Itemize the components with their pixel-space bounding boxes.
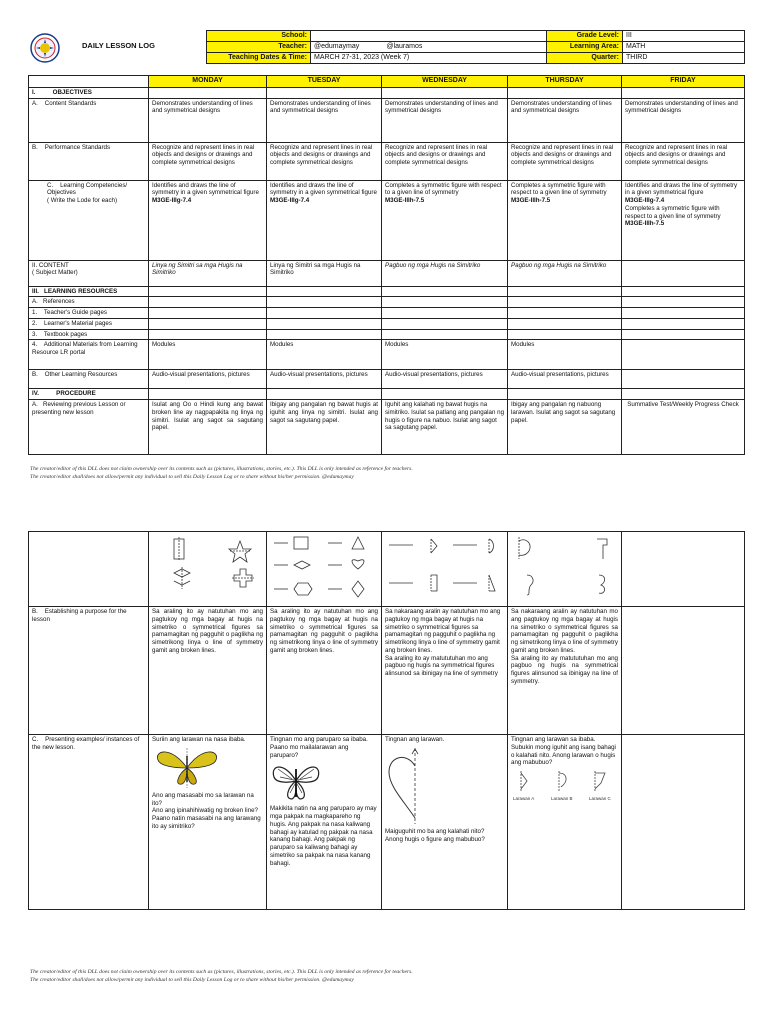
review-figures-tue <box>267 532 382 607</box>
lesson-log-table-part2 <box>28 531 745 910</box>
purpose-label: B. Establishing a purpose for the lesson <box>29 607 149 735</box>
other-wed: Audio-visual presentations, pictures <box>382 370 508 389</box>
review-continued-label <box>29 532 149 607</box>
content-standards-thu: Demonstrates understanding of lines and symmetrical designs <box>508 98 622 142</box>
grade-level-value: III <box>623 31 745 42</box>
disclaimer-bottom: The creator/editor of this DLL does not claim ownership over its contents such as (pictures, illustrations, stories, etc.). This DLL is only intended as reference for teachers. The creator/editor shall/does not allow/permit any individual to sell this Daily Lesson Log or to share without his/her permission. @edumaymay <box>30 969 413 983</box>
quarter-label: Quarter: <box>547 53 623 64</box>
day-thursday: THURSDAY <box>508 76 622 88</box>
purpose-wed: Sa nakaraang aralin ay natutuhan mo ang pagtukoy ng mga bagay at hugis na simetriko o symmetrical figures sa pamamagitan ng pagguhit o paglikha ng simetrikong linya o line of symmetry gamit ang broken lines. Sa araling ito ay matututuhan mo ang pagbuo ng hugis na symmetrical figures alinsunod sa ibinigay na line of symmetry <box>382 607 508 735</box>
additional-wed: Modules <box>382 340 508 370</box>
figure-label-c: Larawan C <box>589 796 611 801</box>
review-tue: Ibigay ang pangalan ng bawat hugis at iguhit ang linya ng simitri. Isulat ang sagot sa sagutang papel. <box>267 400 382 455</box>
competencies-mon: Identifies and draws the line of symmetry in a given symmetrical figure M3GE-IIIg-7.4 <box>149 180 267 260</box>
performance-standards-thu: Recognize and represent lines in real objects and designs or drawings and complete symmetrical designs <box>508 142 622 180</box>
half-figures-abc-image <box>511 769 617 803</box>
learning-resources-heading: III. LEARNING RESOURCES <box>29 286 149 297</box>
review-mon: Isulat ang Oo o Hindi kung ang bawat broken line ay nagpapakita ng linya ng simitri. Isulat ang sagot sa sagutang papel. <box>149 400 267 455</box>
performance-standards-label: B. Performance Standards <box>29 142 149 180</box>
competencies-wed: Completes a symmetric figure with respect to a given line of symmetry M3GE-IIIh-7.5 <box>382 180 508 260</box>
monarch-butterfly-image <box>270 761 322 803</box>
competencies-tue: Identifies and draws the line of symmetry in a given symmetrical figure M3GE-IIIg-7.4 <box>267 180 382 260</box>
yellow-butterfly-image <box>152 746 222 790</box>
references-label: A. References <box>29 297 149 308</box>
disclaimer-top: The creator/editor of this DLL does not claim ownership over its contents such as (pictures, illustrations, stories, etc.). This DLL is only intended as reference for teachers. The creator/editor shall/does not allow/permit any individual to sell this Daily Lesson Log or to share without his/her permission. @edumaymay <box>30 466 413 480</box>
day-wednesday: WEDNESDAY <box>382 76 508 88</box>
review-figures-mon <box>149 532 267 607</box>
content-standards-wed: Demonstrates understanding of lines and symmetrical designs <box>382 98 508 142</box>
other-mon: Audio-visual presentations, pictures <box>149 370 267 389</box>
other-tue: Audio-visual presentations, pictures <box>267 370 382 389</box>
teacher-value: @edumaymay @lauramos <box>311 42 547 53</box>
review-wed: Iguhit ang kalahati ng bawat hugis na simitriko. Isulat sa patlang ang pangalan ng hugis o figure na nabuo. Isulat ang sagot sa sagutang papel. <box>382 400 508 455</box>
lesson-log-table-part1 <box>28 75 745 455</box>
examples-mon: Suriin ang larawan na nasa ibaba. Ano ang masasabi mo sa larawan na ito? Ano ang ipinahihiwatig ng broken line? Paano natin masasabi na ang larawang ito ay simitriko? <box>149 735 267 910</box>
learning-area-label: Learning Area: <box>547 42 623 53</box>
review-figures-wed <box>382 532 508 607</box>
school-value <box>311 31 547 42</box>
performance-standards-mon: Recognize and represent lines in real objects and designs or drawings and complete symmetrical designs <box>149 142 267 180</box>
competencies-thu: Completes a symmetric figure with respect to a given line of symmetry M3GE-IIIh-7.5 <box>508 180 622 260</box>
half-pictures-icon <box>511 535 619 603</box>
examples-wed: Tingnan ang larawan. Maiguguhit mo ba ang kalahati nito? Anong hugis o figure ang mabubuo? <box>382 735 508 910</box>
review-fri: Summative Test/Weekly Progress Check <box>622 400 745 455</box>
content-fri <box>622 260 745 286</box>
additional-fri <box>622 340 745 370</box>
review-figures-thu <box>508 532 622 607</box>
review-figures-fri <box>622 532 745 607</box>
objectives-heading: I. OBJECTIVES <box>29 87 149 98</box>
examples-fri <box>622 735 745 910</box>
figure-label-b: Larawan B <box>551 796 573 801</box>
content-standards-label: A. Content Standards <box>29 98 149 142</box>
content-label: II. CONTENT ( Subject Matter) <box>29 260 149 286</box>
textbook-pages-label: 3. Textbook pages <box>29 329 149 340</box>
shapes-to-name-icon <box>270 535 378 603</box>
day-friday: FRIDAY <box>622 76 745 88</box>
deped-seal-logo <box>30 33 60 63</box>
school-label: School: <box>207 31 311 42</box>
additional-tue: Modules <box>267 340 382 370</box>
review-label: A. Reviewing previous Lesson or presenting new lesson <box>29 400 149 455</box>
teachers-guide-label: 1. Teacher's Guide pages <box>29 308 149 319</box>
teacher-label: Teacher: <box>207 42 311 53</box>
grade-level-label: Grade Level: <box>547 31 623 42</box>
purpose-mon: Sa araling ito ay natutuhan mo ang pagtukoy ng mga bagay at hugis na simetriko o symmetrical figures sa pamamagitan ng pagguhit o paglikha ng simetrikong linya o line of symmetry gamit ang broken lines. <box>149 607 267 735</box>
other-resources-label: B. Other Learning Resources <box>29 370 149 389</box>
purpose-tue: Sa araling ito ay natutuhan mo ang pagtukoy ng mga bagay at hugis na simetriko o symmetrical figures sa pamamagitan ng pagguhit o paglikha ng simetrikong linya o line of symmetry gamit ang broken lines. <box>267 607 382 735</box>
day-monday: MONDAY <box>149 76 267 88</box>
quarter-value: THIRD <box>623 53 745 64</box>
examples-label: C. Presenting examples/ instances of the new lesson. <box>29 735 149 910</box>
figure-label-a: Larawan A <box>513 796 535 801</box>
content-tue: Linya ng Simitri sa mga Hugis na Simitriko <box>267 260 382 286</box>
additional-thu: Modules <box>508 340 622 370</box>
examples-tue: Tingnan mo ang paruparo sa ibaba. Paano mo mailalarawan ang paruparo? Makikita natin na ang paruparo ay may mga pakpak na magkapareho ng hugis. Ang pakpak na nasa kaliwang bahagi ay katulad ng pakpak na nasa kanang bahagi. Ang pakpak ng paruparo sa kaliwang bahagi ay simetriko sa pakpak na nasa kanang bahagi. <box>267 735 382 910</box>
content-standards-fri: Demonstrates understanding of lines and symmetrical designs <box>622 98 745 142</box>
document-title: DAILY LESSON LOG <box>82 41 155 50</box>
teaching-dates-label: Teaching Dates & Time: <box>207 53 311 64</box>
procedure-heading: IV. PROCEDURE <box>29 389 149 400</box>
content-wed: Pagbuo ng mga Hugis na Simitriko <box>382 260 508 286</box>
learners-material-label: 2. Learner's Material pages <box>29 318 149 329</box>
other-fri <box>622 370 745 389</box>
half-shapes-icon <box>385 535 503 603</box>
performance-standards-fri: Recognize and represent lines in real objects and designs or drawings and complete symmetrical designs <box>622 142 745 180</box>
competencies-fri: Identifies and draws the line of symmetry in a given symmetrical figure M3GE-IIIg-7.4 Completes a symmetric figure with respect to a given line of symmetry M3GE-IIIh-7.5 <box>622 180 745 260</box>
competencies-label: C. Learning Competencies/ Objectives ( Write the Lode for each) <box>29 180 149 260</box>
day-tuesday: TUESDAY <box>267 76 382 88</box>
content-standards-mon: Demonstrates understanding of lines and symmetrical designs <box>149 98 267 142</box>
learning-area-value: MATH <box>623 42 745 53</box>
review-thu: Ibigay ang pangalan ng nabuong larawan. Isulat ang sagot sa sagutang papel. <box>508 400 622 455</box>
performance-standards-wed: Recognize and represent lines in real objects and designs or drawings and complete symmetrical designs <box>382 142 508 180</box>
content-standards-tue: Demonstrates understanding of lines and symmetrical designs <box>267 98 382 142</box>
content-thu: Pagbuo ng mga Hugis na Simitriko <box>508 260 622 286</box>
header-info-table <box>206 30 745 64</box>
additional-mon: Modules <box>149 340 267 370</box>
teaching-dates-value: MARCH 27-31, 2023 (Week 7) <box>311 53 547 64</box>
purpose-fri <box>622 607 745 735</box>
half-heart-image <box>385 746 445 826</box>
other-thu: Audio-visual presentations, pictures <box>508 370 622 389</box>
content-mon: Linya ng Simitri sa mga Hugis na Simitriko <box>149 260 267 286</box>
symmetry-shapes-icon <box>152 535 262 603</box>
performance-standards-tue: Recognize and represent lines in real objects and designs or drawings and complete symmetrical designs <box>267 142 382 180</box>
examples-thu: Tingnan ang larawan sa ibaba. Subukin mong iguhit ang isang bahagi o kalahati nito. Anong larawan o hugis ang mabubuo? Larawan A Larawan B Larawan C <box>508 735 622 910</box>
additional-materials-label: 4. Additional Materials from Learning Resource LR portal <box>29 340 149 370</box>
corner-cell <box>29 76 149 88</box>
purpose-thu: Sa nakaraang aralin ay natutuhan mo ang pagtukoy ng mga bagay at hugis na simetriko o symmetrical figures sa pamamagitan ng pagguhit o paglikha ng simetrikong linya o line of symmetry gamit ang broken lines. Sa araling ito ay matututuhan mo ang pagbuo ng hugis na symmetrical figures alinsunod sa ibinigay na line of symmetry. <box>508 607 622 735</box>
